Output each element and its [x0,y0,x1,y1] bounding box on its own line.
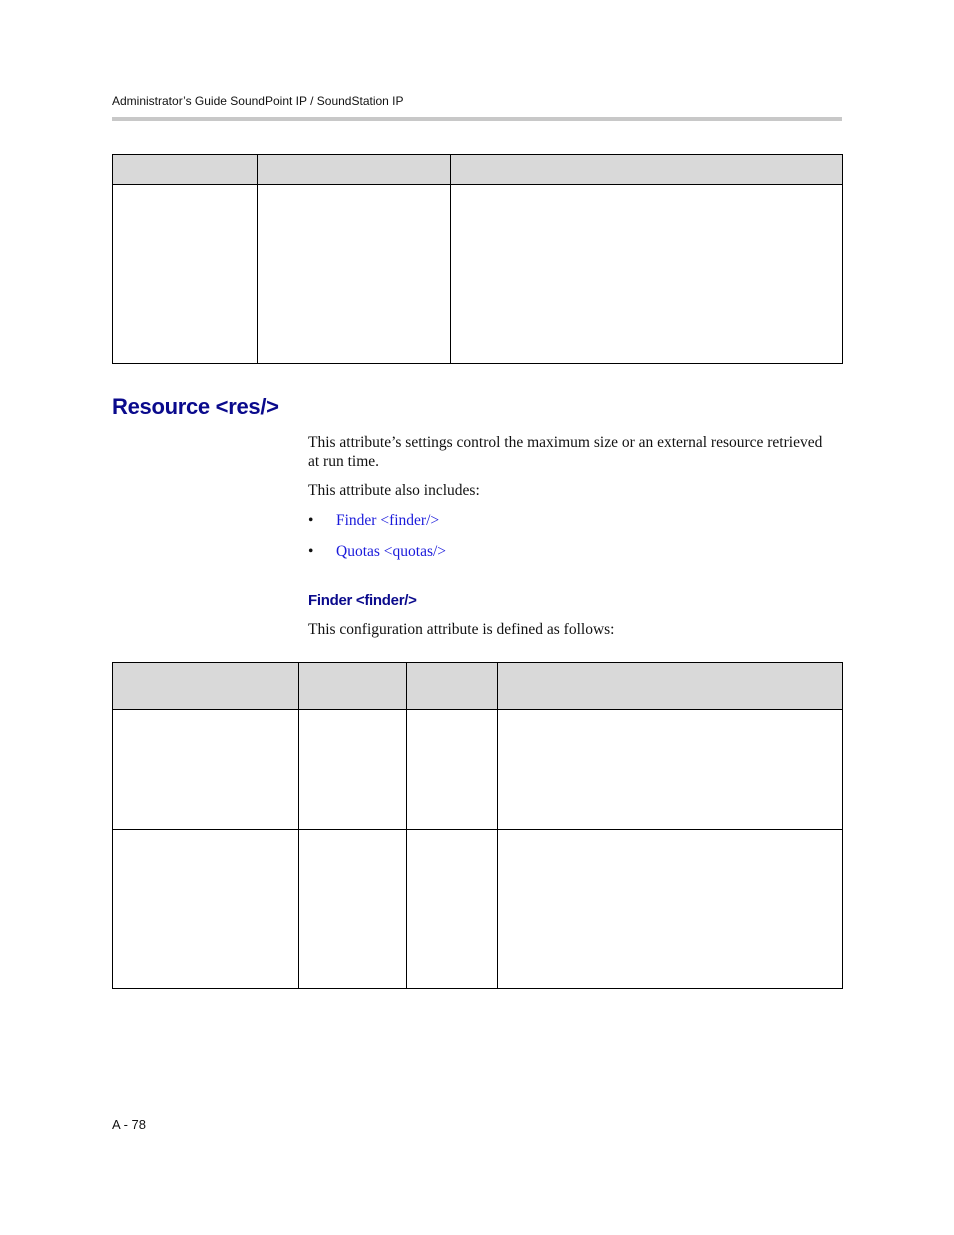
list-item [308,511,439,530]
table-cell [113,830,299,989]
table-cell [113,710,299,830]
table-row [113,185,843,364]
table-header-cell [299,663,407,710]
table-header-cell [113,155,258,185]
table-header-cell [498,663,843,710]
subsection-intro: This configuration attribute is defined as follows: [308,621,615,638]
table-header-cell [407,663,498,710]
table-cell [299,710,407,830]
table-row [113,710,843,830]
running-header: Administrator’s Guide SoundPoint IP / SoundStation IP [112,94,404,108]
page-number: A - 78 [112,1117,146,1132]
table-cell [299,830,407,989]
list-item [308,542,446,561]
quotas-link[interactable]: Quotas <quotas/> [336,543,447,560]
table-cell [407,830,498,989]
table-cell [113,185,258,364]
table-cell [258,185,451,364]
includes-label: This attribute also includes: [308,482,480,499]
subsection-heading: Finder <finder/> [308,592,417,609]
table-header-cell [113,663,299,710]
table-row [113,830,843,989]
bullet-icon: • [308,543,314,560]
finder-link[interactable]: Finder <finder/> [336,512,440,529]
table-cell [451,185,843,364]
bullet-icon: • [308,512,314,529]
section-intro: This attribute’s settings control the maximum size or an external resource retrieved at run time. [308,434,823,470]
attribute-table-top [112,154,843,364]
table-cell [498,710,843,830]
section-heading: Resource <res/> [112,394,279,419]
header-rule [112,117,842,121]
table-cell [498,830,843,989]
table-header-row [113,663,843,710]
table-header-cell [258,155,451,185]
finder-attribute-table [112,662,843,989]
table-header-row [113,155,843,185]
table-cell [407,710,498,830]
table-header-cell [451,155,843,185]
